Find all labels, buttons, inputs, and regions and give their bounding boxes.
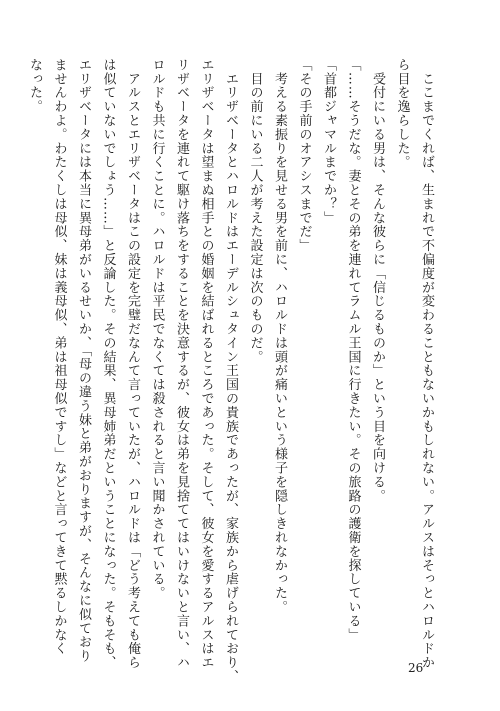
text-line: なった。	[27, 58, 42, 114]
text-line: アルスとエリザベータはこの設定を完璧だなんて言っていたが、ハロルドは「どう考えても俺ら	[125, 58, 140, 670]
text-line: 「……そうだな。妻とその弟を連れてラムル王国に行きたい。その旅路の護衛を探している」	[345, 58, 361, 642]
text-line: 「首都ジャマルまでか？」	[321, 58, 336, 225]
text-line: リザベータを連れて駆け落ちをすることを決意するが、彼女は弟を見捨ててはいけないと言い、ハ	[174, 58, 189, 670]
text-line: エリザベータには本当に異母弟がいるせいか、「母の違う妹と弟がおりますが、そんなに似ており	[76, 58, 91, 664]
text-line: 「その手前のオアシスまでだ」	[296, 58, 312, 253]
text-line: エリザベータとハロルドはエーデルシュタイン王国の貴族であったが、家族から虐げられており、	[223, 58, 238, 684]
text-line: ロルドも共に行くことに。ハロルドは平民でなくては殺されると言い聞かされている。	[149, 58, 165, 601]
text-line: エリザベータは望まぬ相手との婚姻を結ばれるところであった。そして、彼女を愛するアルスはエ	[198, 58, 214, 670]
text-line: ませんわよ。わたくしは母似、妹は義母似、弟は祖母似ですし」などと言ってきて黙るしかなく	[51, 58, 67, 656]
text-line: ら目を逸らした。	[394, 58, 410, 170]
text-line: 目の前にいる二人が考えた設定は次のものだ。	[247, 58, 263, 364]
text-line: 考える素振りを見せる男を前に、ハロルドは頭が痛いという様子を隠しきれなかった。	[272, 58, 287, 614]
text-line: ここまでくれば、生まれで不偏度が変わることもないかもしれない。アルスはそっとハロルドか	[419, 58, 434, 670]
page-number: 26	[408, 661, 424, 675]
text-line: は似ていないでしょう……」と反論した。その結果、異母姉弟だということになった。そもそも、	[100, 58, 116, 670]
text-line: 受付にいる男は、そんな彼らに「信じるものか」という目を向ける。	[370, 58, 385, 503]
